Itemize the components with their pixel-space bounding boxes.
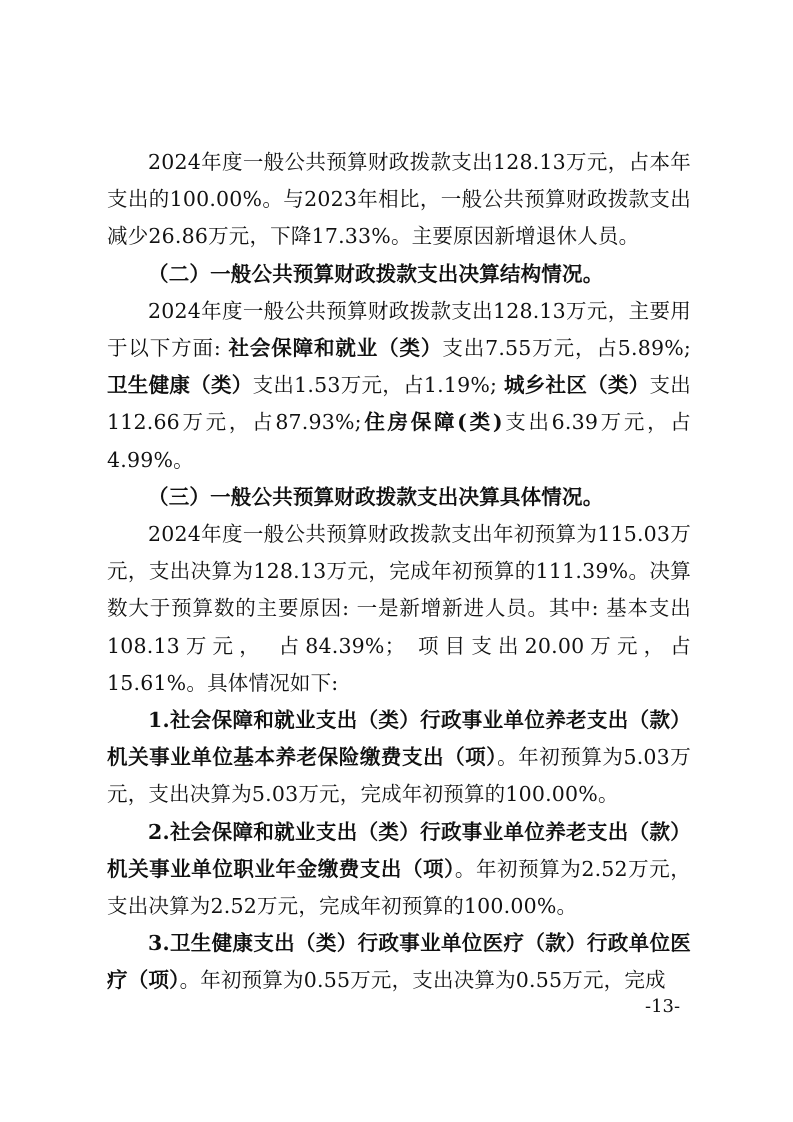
- item-3-text: 。年初预算为0.55万元，支出决算为0.55万元，完成: [179, 968, 666, 993]
- item-2-title: 2.社会保障和就业支出（类）行政事业单位养老支出（款）机关事业单位职业年金缴费支出（项）: [107, 819, 691, 881]
- health-amount-text: 支出1.53万元，占1.19%;: [252, 373, 504, 398]
- paragraph-expenditure-overview: 2024年度一般公共预算财政拨款支出128.13万元，占本年支出的100.00%。与2023年相比，一般公共预算财政拨款支出减少26.86万元，下降17.33%。主要原因新增退休人员。: [107, 150, 691, 249]
- paragraph-budget-details: 2024年度一般公共预算财政拨款支出年初预算为115.03万元，支出决算为128.13万元，完成年初预算的111.39%。决算数大于预算数的主要原因: 一是新增新进人员。其中: 基本支出108.13万元， 占84.39%； 项目支出20.00万元，占15.61%。具体情况如下:: [107, 522, 691, 695]
- paragraph-item-3: [107, 925, 691, 999]
- item-2-text: 。年初预算为2.52万元，支出决算为2.52万元，完成年初预算的100.00%。: [107, 856, 691, 919]
- item-1-title: 1.社会保障和就业支出（类）行政事业单位养老支出（款）机关事业单位基本养老保险缴费支出（项）: [107, 708, 691, 770]
- urban-rural-amount-text: 支出112.66万元，占87.93%;: [107, 373, 692, 435]
- housing-amount-text: 支出6.39万元，占4.99%。: [107, 410, 691, 472]
- item-3-title: 3.卫生健康支出（类）行政事业单位医疗（款）行政单位医疗（项）: [107, 931, 691, 993]
- social-security-amount-text: 支出7.55万元，占5.89%;: [442, 336, 692, 361]
- category-urban-rural: 城乡社区（类）: [503, 373, 650, 398]
- structure-intro-text: 2024年度一般公共预算财政拨款支出128.13万元，主要用于以下方面:: [107, 298, 691, 361]
- category-health: 卫生健康（类）: [107, 373, 253, 398]
- page-number: -13-: [645, 996, 681, 1017]
- section-heading-structure: （二）一般公共预算财政拨款支出决算结构情况。: [148, 261, 604, 286]
- paragraph-item-1: [107, 702, 691, 814]
- paragraph-expenditure-structure: [107, 293, 691, 479]
- document-body: [107, 144, 691, 1000]
- category-housing: 住房保障(类): [361, 410, 503, 435]
- category-social-security: 社会保障和就业（类）: [228, 336, 443, 361]
- paragraph-item-2: [107, 814, 691, 926]
- section-heading-details: （三）一般公共预算财政拨款支出决算具体情况。: [148, 484, 604, 509]
- item-1-text: 。年初预算为5.03万元，支出决算为5.03万元，完成年初预算的100.00%。: [107, 745, 691, 807]
